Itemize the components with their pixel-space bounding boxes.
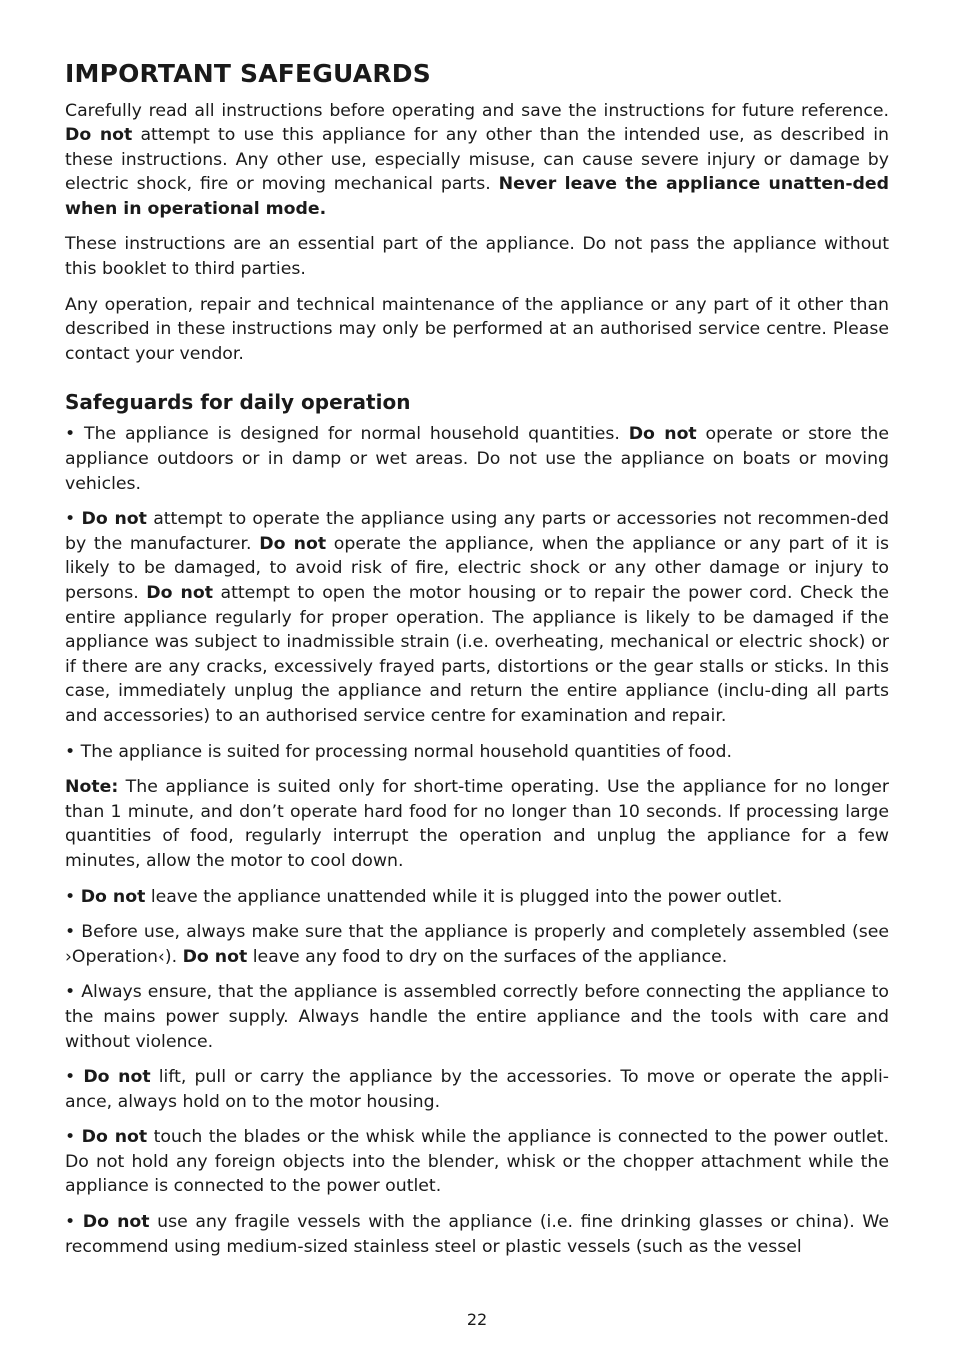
do-not-emphasis: Do not [81, 509, 147, 530]
safeguard-item-8 [65, 1125, 889, 1199]
intro-paragraph-2: These instructions are an essential part of the appliance. Do not pass the appliance without this booklet to third parties. [65, 234, 889, 280]
item-text: operate or store the appliance outdoors or in damp or wet areas. Do not use the appliance on boats or moving vehicles. [65, 424, 889, 494]
item-text: attempt to open the motor housing or to repair the power cord. Check the entire appliance regularly for proper operation. The appliance is likely to be damaged if the appliance was subject to inadmissible strain (i.e. overheating, mechanical or electric shock) or if there are any cracks, excessively frayed parts, distortions or the gear stalls or sticks. In this case, immediately unplug the appliance and return the entire appliance (inclu-ding all parts and accessories) to an authorised service centre for examination and repair. [65, 583, 889, 726]
note-label: Note: [65, 777, 119, 798]
page-number: 22 [466, 1310, 488, 1329]
safeguard-item-7 [65, 1065, 889, 1114]
safeguard-item-9 [65, 1210, 889, 1259]
do-not-emphasis: Do not [82, 1212, 150, 1233]
item-text: operate the appliance, when the appliance or any part of it is likely to be damaged, to avoid risk of fire, electric shock or any other damage or injury to persons. [65, 533, 890, 603]
item-text: • [65, 509, 82, 530]
page-title: IMPORTANT SAFEGUARDS [65, 59, 431, 88]
do-not-emphasis: Do not [65, 125, 133, 146]
section-title: Safeguards for daily operation [65, 390, 411, 415]
item-text: leave the appliance unattended while it is plugged into the power outlet. [145, 886, 783, 907]
safeguard-item-6: • Always ensure, that the appliance is assembled correctly before connecting the appliance to the mains power supply. Always handle the entire appliance and the tools with care and without violence. [65, 982, 889, 1052]
do-not-emphasis: Do not [259, 533, 327, 554]
do-not-emphasis: Do not [83, 1067, 151, 1088]
safeguard-item-2 [65, 507, 889, 728]
item-text: use any fragile vessels with the appliance (i.e. fine drinking glasses or china). We recommend using medium-sized stainless steel or plastic vessels (such as the vessel [65, 1212, 890, 1257]
do-not-emphasis: Do not [81, 1127, 148, 1148]
intro-paragraph-3: Any operation, repair and technical maintenance of the appliance or any part of it other than described in these instructions may only be performed at an authorised service centre. Please contact your vendor. [65, 294, 889, 364]
item-text: • [65, 1127, 82, 1148]
safeguard-item-4 [65, 885, 889, 910]
do-not-emphasis: Do not [628, 424, 697, 445]
intro-paragraph-1 [65, 99, 889, 222]
note-paragraph [65, 775, 889, 873]
item-text: lift, pull or carry the appliance by the accessories. To move or operate the appli-ance, always hold on to the motor housing. [65, 1067, 890, 1112]
page-content [65, 58, 889, 1270]
item-text: • [65, 1212, 83, 1233]
item-text: • [65, 886, 81, 907]
item-text: • Before use, always make sure that the appliance is properly and completely assembled (see ›Operation‹). [65, 922, 889, 967]
note-text: The appliance is suited only for short-time operating. Use the appliance for no longer than 1 minute, and don’t operate hard food for no longer than 10 seconds. If processing large quantities of food, regularly interrupt the operation and unplug the appliance for a few minutes, allow the motor to cool down. [65, 777, 889, 871]
safeguard-item-3: • The appliance is suited for processing normal household quantities of food. [65, 741, 732, 762]
intro-text: Carefully read all instructions before operating and save the instructions for future reference. [65, 100, 889, 121]
item-text: touch the blades or the whisk while the appliance is connected to the power outlet. Do not hold any foreign objects into the blender, whisk or the chopper attachment while the appliance is connected to the power outlet. [65, 1127, 890, 1197]
safeguard-item-5 [65, 920, 889, 969]
never-leave-emphasis: Never leave the appliance unatten-ded when in operational mode. [65, 174, 889, 219]
item-text: leave any food to dry on the surfaces of the appliance. [247, 946, 728, 967]
item-text: • [65, 1067, 84, 1088]
safeguard-item-1 [65, 422, 889, 496]
item-text: • The appliance is designed for normal household quantities. [65, 424, 629, 445]
do-not-emphasis: Do not [182, 946, 248, 967]
do-not-emphasis: Do not [80, 886, 146, 907]
do-not-emphasis: Do not [146, 583, 213, 603]
item-text: attempt to operate the appliance using any parts or accessories not recommen-ded by the manufacturer. [65, 509, 890, 554]
intro-text: attempt to use this appliance for any other than the intended use, as described in these instructions. Any other use, especially misuse, can cause severe injury or damage by electric shock, fire or moving mechanical parts. [65, 125, 889, 195]
